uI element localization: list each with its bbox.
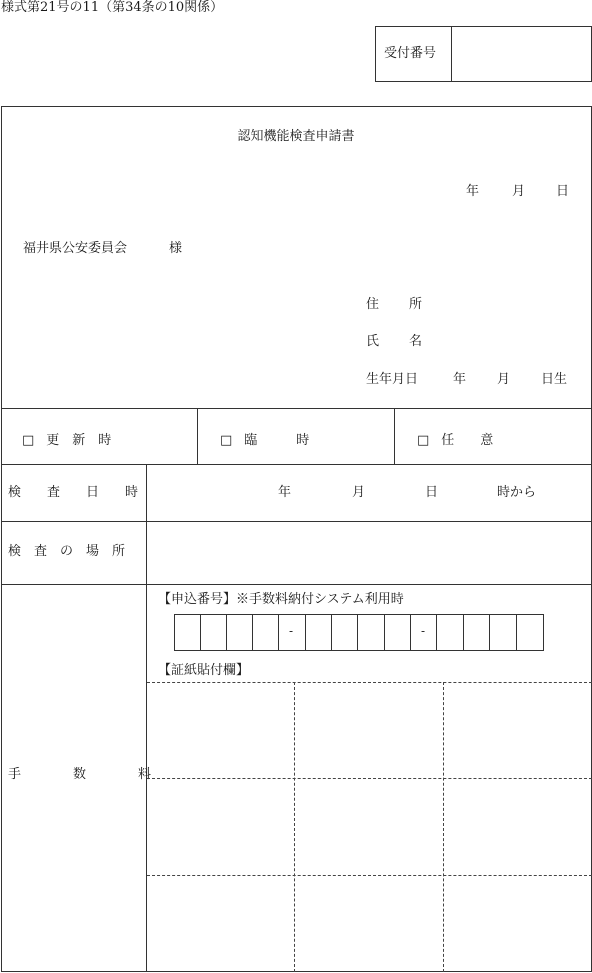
digit-box[interactable] [201, 614, 227, 650]
option-renewal[interactable] [22, 429, 111, 448]
digit-box[interactable] [332, 614, 358, 650]
form-title: 認知機能検査申請書 [237, 129, 355, 144]
name-label-2: 名 [409, 334, 423, 349]
exam-month-label: 月 [352, 485, 366, 500]
digit-box[interactable] [358, 614, 385, 650]
birth-year-label: 年 [453, 372, 467, 387]
exam-time-label: 時から [497, 485, 537, 500]
option-voluntary-label: 任 意 [441, 433, 494, 448]
address-label-2: 所 [409, 297, 423, 312]
date-year-label: 年 [466, 184, 480, 199]
option-temporary-checkbox[interactable]: □ [220, 433, 233, 448]
date-month-label: 月 [512, 184, 526, 199]
form-number: 様式第21号の11（第34条の10関係） [1, 0, 224, 15]
digit-box[interactable] [490, 614, 517, 650]
option-voluntary-checkbox[interactable]: □ [417, 433, 430, 448]
exam-day-label: 日 [425, 485, 439, 500]
address-label-1: 住 [366, 297, 380, 312]
application-number-hyphen: - [289, 624, 294, 638]
option-renewal-checkbox[interactable]: □ [22, 433, 35, 448]
exam-datetime-label: 検 査 日 時 [8, 485, 139, 500]
addressee-honorific: 様 [169, 241, 183, 256]
reception-number-field[interactable] [452, 27, 591, 81]
birth-month-label: 月 [497, 372, 511, 387]
exam-place-label: 検 査 の 場 所 [8, 544, 126, 559]
name-label-1: 氏 [366, 334, 380, 349]
digit-box[interactable] [517, 614, 544, 650]
birth-day-label: 日生 [541, 372, 568, 387]
option-temporary[interactable] [220, 429, 309, 448]
application-number-hyphen: - [421, 624, 426, 638]
option-temporary-label: 臨 時 [244, 433, 310, 448]
birth-date-label: 生年月日 [366, 372, 419, 387]
date-day-label: 日 [556, 184, 570, 199]
stamp-area-label: 【証紙貼付欄】 [158, 663, 250, 678]
exam-year-label: 年 [278, 485, 292, 500]
stamp-area [147, 683, 592, 972]
digit-box[interactable] [464, 614, 490, 650]
addressee-name: 福井県公安委員会 [23, 241, 128, 256]
option-renewal-label: 更 新 時 [46, 433, 112, 448]
reception-number-label: 受付番号 [384, 46, 437, 61]
digit-box[interactable] [253, 614, 279, 650]
exam-place-field[interactable] [147, 522, 591, 584]
fee-label: 手 数 料 [8, 767, 152, 782]
digit-box[interactable] [306, 614, 332, 650]
application-number-label: 【申込番号】※手数料納付システム利用時 [158, 592, 404, 607]
option-voluntary[interactable] [417, 429, 493, 448]
digit-box[interactable] [385, 614, 411, 650]
digit-box[interactable] [174, 614, 201, 650]
digit-box[interactable] [227, 614, 253, 650]
digit-box[interactable] [437, 614, 464, 650]
